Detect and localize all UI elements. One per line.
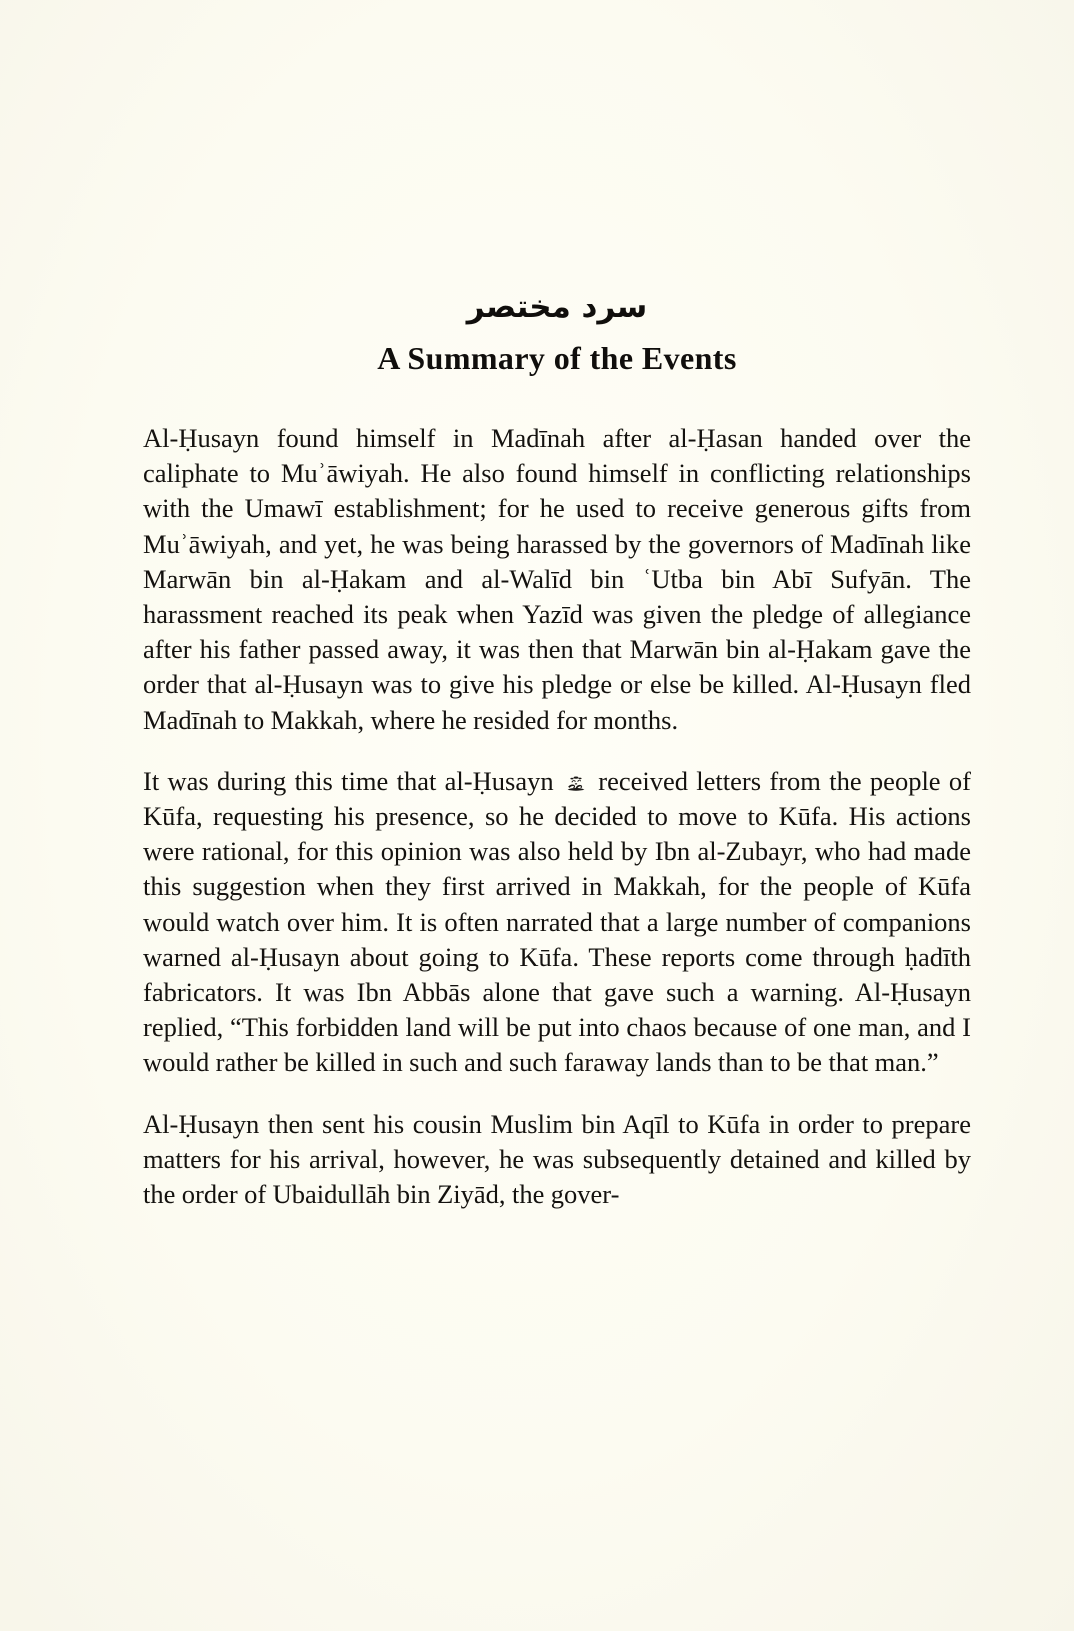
- paragraph-1: Al-Ḥusayn found himself in Madīnah after al-Ḥasan handed over the caliphate to Muʾāwiyah. He also found himself in conflicting relationships with the Umawī establishment; for he used to receive generous gifts from Muʾāwiyah, and yet, he was being harassed by the governors of Madīnah like Marwān bin al-Ḥakam and al-Walīd bin ʿUtba bin Abī Sufyān. The harassment reached its peak when Yazīd was given the pledge of allegiance after his father passed away, it was then that Marwān bin al-Ḥakam gave the order that al-Ḥusayn was to give his pledge or else be killed. Al-Ḥusayn fled Madīnah to Makkah, where he resided for months.: [143, 423, 971, 735]
- paragraph-3: Al-Ḥusayn then sent his cousin Muslim bin Aqīl to Kūfa in order to prepare matters for his arrival, however, he was subsequently detained and killed by the order of Ubaidullāh bin Ziyād, the gover-: [143, 1108, 971, 1210]
- alayhi-salam-ornament-icon: [565, 773, 587, 793]
- page-title: A Summary of the Events: [377, 340, 737, 376]
- chapter-heading-block: [143, 0, 971, 377]
- arabic-chapter-title: سرد مختصر: [466, 289, 648, 325]
- page-content: [143, 0, 971, 1631]
- paragraph-2: [143, 764, 971, 1081]
- paragraph-2-part-2: received letters from the people of Kūfa, requesting his presence, so he decided to move to Kūfa. His actions were rational, for this opinion was also held by Ibn al-Zubayr, who had made this suggestion when they first arrived in Makkah, for the people of Kūfa would watch over him. It is often narrated that a large number of companions warned al-Ḥusayn about going to Kūfa. These reports come through ḥadīth fabricators. It was Ibn Abbās alone that gave such a warning. Al-Ḥusayn replied, “This forbidden land will be put into chaos because of one man, and I would rather be killed in such and such faraway lands than to be that man.”: [143, 765, 971, 1078]
- body-text: [143, 421, 971, 1212]
- paragraph-2-part-1: It was during this time that al-Ḥusayn: [143, 765, 554, 796]
